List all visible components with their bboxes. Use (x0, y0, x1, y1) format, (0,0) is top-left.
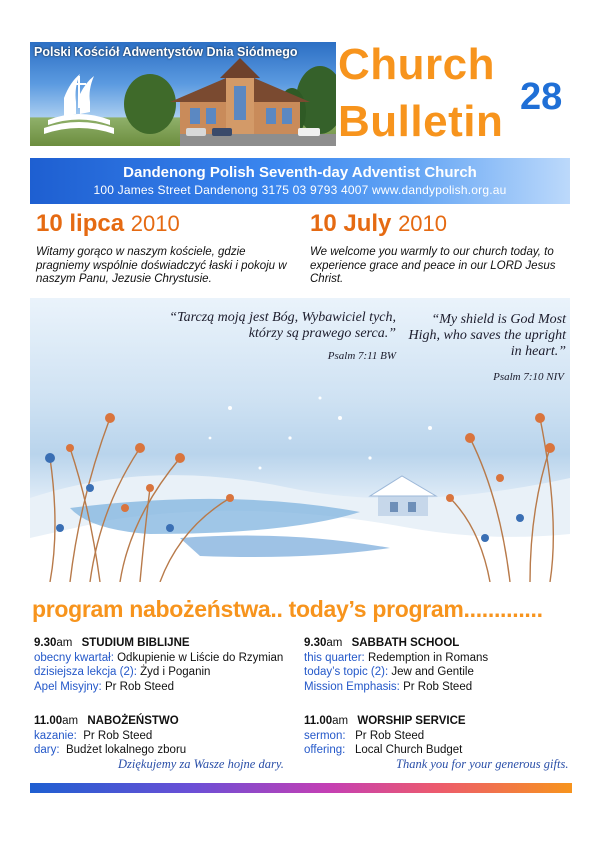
row-label: Mission Emphasis: (304, 680, 400, 693)
row-value: Pr Rob Steed (403, 680, 473, 693)
row-value: Odkupienie w Liście do Rzymian (117, 651, 284, 664)
row-value: Pr Rob Steed (83, 729, 153, 742)
service-time: 11.00 (34, 715, 63, 727)
photo-caption: Polski Kościół Adwentystów Dnia Siódmego (34, 45, 298, 59)
row-value: Redemption in Romans (367, 651, 489, 664)
service-am: am (326, 637, 343, 649)
service-am: am (332, 715, 349, 727)
row-label: kazanie: (34, 729, 77, 742)
row-value: Pr Rob Steed (355, 729, 425, 742)
service-name: WORSHIP SERVICE (357, 715, 466, 727)
program-row (304, 743, 570, 758)
row-value: Budżet lokalnego zboru (65, 744, 187, 756)
issue-number: 28 (520, 76, 563, 118)
row-value: Żyd i Poganin (140, 666, 211, 678)
service-heading (34, 636, 298, 651)
welcome-polish: Witamy gorąco w naszym kościele, gdzie pragniemy wspólnie doświadczyć łaski i pokoju w naszym Panu, Jezusie Chrystusie. (36, 246, 287, 285)
date-english (310, 210, 447, 238)
church-banner (30, 158, 570, 204)
row-label: sermon: (304, 729, 346, 742)
row-label: obecny kwartał: (34, 651, 114, 664)
service-am: am (56, 637, 73, 649)
verse-polish-ref: Psalm 7:11 BW (327, 350, 396, 362)
service-heading (34, 714, 298, 729)
program-worship-en (304, 714, 570, 758)
thanks-polish: Dziękujemy za Wasze hojne dary. (118, 757, 284, 771)
program-row (34, 665, 298, 680)
row-label: Apel Misyjny: (34, 680, 102, 693)
church-address: 100 James Street Dandenong 3175 03 9793 4007 www.dandypolish.org.au (93, 183, 507, 197)
program-row (34, 729, 298, 744)
thanks-english: Thank you for your generous gifts. (396, 757, 569, 771)
winter-illustration (30, 298, 570, 582)
adventist-logo (34, 68, 124, 142)
program-row (304, 665, 570, 680)
row-value: Jew and Gentile (391, 666, 474, 678)
service-am: am (62, 715, 79, 727)
date-polish-day: 10 lipca (36, 210, 125, 237)
program-worship-pl (34, 714, 298, 758)
title-bulletin: Bulletin (338, 97, 504, 146)
service-time: 11.00 (304, 715, 333, 727)
title-church: Church (338, 40, 495, 89)
row-label: dzisiejsza lekcja (2): (34, 666, 137, 678)
program-row (34, 651, 298, 666)
date-polish (36, 210, 180, 238)
verse-english-ref: Psalm 7:10 NIV (493, 371, 564, 383)
program-bible-study-pl (34, 636, 298, 694)
welcome-english: We welcome you warmly to our church today, to experience grace and peace in our LORD Jesus Christ. (310, 246, 556, 285)
program-row (304, 729, 570, 744)
service-name: NABOŻEŃSTWO (87, 715, 179, 727)
footer-gradient-bar (30, 783, 572, 793)
row-value: Pr Rob Steed (104, 680, 174, 693)
program-row (304, 680, 570, 695)
row-label: this quarter: (304, 651, 365, 664)
service-name: STUDIUM BIBLIJNE (81, 637, 190, 649)
row-label: offering: (304, 744, 346, 756)
service-time: 9.30 (34, 637, 57, 649)
date-polish-year: 2010 (130, 211, 180, 236)
service-heading (304, 636, 570, 651)
date-english-day: 10 July (310, 210, 392, 237)
date-english-year: 2010 (398, 211, 448, 236)
church-photo (30, 42, 336, 146)
program-title: program nabożeństwa.. today’s program............. (32, 596, 543, 622)
program-sabbath-school-en (304, 636, 570, 694)
service-name: SABBATH SCHOOL (351, 637, 460, 649)
service-heading (304, 714, 570, 729)
row-label: dary: (34, 744, 60, 756)
service-time: 9.30 (304, 637, 327, 649)
verse-english: “My shield is God Most High, who saves the upright in heart.” (408, 312, 566, 359)
verse-polish: “Tarczą moją jest Bóg, Wybawiciel tych, którzy są prawego serca.” (169, 310, 396, 341)
program-row (34, 743, 298, 758)
row-label: today’s topic (2): (304, 666, 389, 678)
church-name: Dandenong Polish Seventh-day Adventist Church (123, 164, 477, 181)
row-value: Local Church Budget (354, 744, 463, 756)
program-row (34, 680, 298, 695)
program-row (304, 651, 570, 666)
